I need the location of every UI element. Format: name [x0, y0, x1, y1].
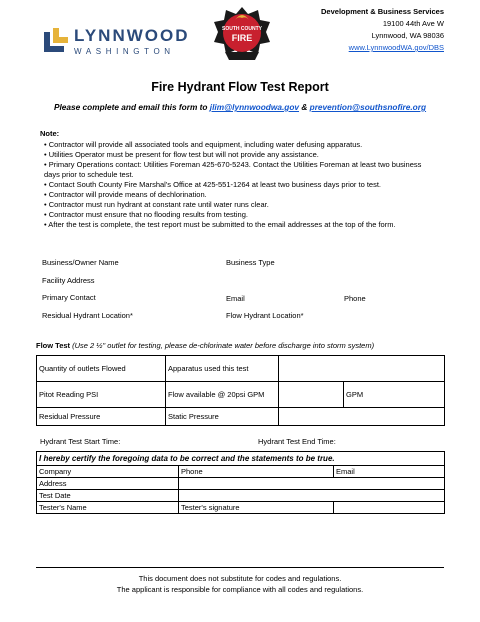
instruction-amp: &	[299, 102, 310, 112]
residual-hydrant-field[interactable]: Residual Hydrant Location*	[42, 311, 133, 320]
department-url-link[interactable]: www.LynnwoodWA.gov/DBS	[348, 43, 444, 52]
lynnwood-mark-icon	[44, 28, 68, 52]
company-cell[interactable]: Company	[37, 466, 179, 478]
note-item: • Contractor will provide means of dechlorination.	[44, 190, 207, 199]
apparatus-cell[interactable]: Apparatus used this test	[166, 356, 279, 382]
instruction-prefix: Please complete and email this form to	[53, 102, 210, 112]
address-value-cell[interactable]	[179, 478, 445, 490]
business-owner-field[interactable]: Business/Owner Name	[42, 258, 119, 267]
footer-line-2: The applicant is responsible for compliance with all codes and regulations.	[116, 585, 364, 594]
note-item: • Contractor will provide all associated tools and equipment, including water defusing apparatus.	[44, 140, 363, 149]
test-start-time-field[interactable]: Hydrant Test Start Time:	[40, 437, 121, 446]
footer-divider	[36, 567, 444, 568]
department-address: 19100 44th Ave W	[382, 19, 444, 28]
flow-test-heading: Flow Test	[36, 341, 71, 350]
department-info	[321, 6, 444, 54]
certification-statement: I hereby certify the foregoing data to be correct and the statements to be true.	[37, 452, 445, 466]
lynnwood-logo	[44, 26, 190, 58]
address-cell[interactable]: Address	[37, 478, 179, 490]
notes-heading: Note:	[40, 129, 60, 138]
test-end-time-field[interactable]: Hydrant Test End Time:	[258, 437, 336, 446]
note-item: • Contractor must run hydrant at constant rate until water runs clear.	[44, 200, 269, 209]
footer	[0, 573, 480, 595]
pitot-reading-cell[interactable]: Pitot Reading PSI	[37, 382, 166, 408]
note-item: • Contractor must ensure that no flooding results from testing.	[44, 210, 248, 219]
department-city: Lynnwood, WA 98036	[371, 31, 444, 40]
footer-line-1: This document does not substitute for codes and regulations.	[138, 574, 342, 583]
certification-table	[36, 451, 445, 514]
static-pressure-cell[interactable]: Static Pressure	[166, 408, 279, 426]
notes-list	[44, 140, 434, 230]
logo-wordmark: LYNNWOOD	[74, 26, 190, 45]
primary-contact-field[interactable]: Primary Contact	[42, 293, 96, 302]
flow-test-heading-line	[36, 341, 374, 350]
flow-test-note: (Use 2 ½" outlet for testing, please de-chlorinate water before discharge into storm system)	[70, 341, 375, 350]
facility-address-field[interactable]: Facility Address	[42, 276, 95, 285]
cert-phone-cell[interactable]: Phone	[179, 466, 334, 478]
note-item: • Contact South County Fire Marshal's Office at 425-551-1264 at least two business days prior to test.	[44, 180, 382, 189]
badge-main-text: FIRE	[231, 33, 253, 43]
test-date-cell[interactable]: Test Date	[37, 490, 179, 502]
email-link-city[interactable]: jlim@lynnwoodwa.gov	[209, 102, 300, 112]
static-pressure-value-cell[interactable]	[279, 408, 445, 426]
note-item: • After the test is complete, the test report must be submitted to the email addresses at the top of the form.	[44, 220, 396, 229]
flow-hydrant-field[interactable]: Flow Hydrant Location*	[226, 311, 304, 320]
cert-email-cell[interactable]: Email	[334, 466, 445, 478]
residual-pressure-cell[interactable]: Residual Pressure	[37, 408, 166, 426]
email-field[interactable]: Email	[226, 294, 245, 303]
apparatus-value-cell[interactable]	[279, 356, 445, 382]
flow-test-table	[36, 355, 445, 426]
phone-field[interactable]: Phone	[344, 294, 366, 303]
signature-value-cell[interactable]	[334, 502, 445, 514]
south-county-fire-badge-icon	[213, 6, 271, 68]
flow-available-cell[interactable]: Flow available @ 20psi GPM	[166, 382, 279, 408]
flow-available-value-cell[interactable]	[279, 382, 344, 408]
testers-signature-cell[interactable]: Tester's signature	[179, 502, 334, 514]
badge-top-text: SOUTH COUNTY	[222, 26, 262, 32]
note-item: • Utilities Operator must be present for flow test but will not provide any assistance.	[44, 150, 319, 159]
page-title: Fire Hydrant Flow Test Report	[151, 80, 329, 94]
business-type-field[interactable]: Business Type	[226, 258, 275, 267]
testers-name-cell[interactable]: Tester's Name	[37, 502, 179, 514]
test-date-value-cell[interactable]	[179, 490, 445, 502]
instruction-line	[0, 102, 480, 112]
logo-subtitle: WASHINGTON	[74, 47, 175, 56]
gpm-cell[interactable]: GPM	[344, 382, 445, 408]
email-link-fire[interactable]: prevention@southsnofire.org	[309, 102, 427, 112]
note-item: • Primary Operations contact: Utilities Foreman 425-670-5243. Contact the Utilities Foreman at least two business days prior to schedule test.	[44, 160, 422, 179]
quantity-outlets-cell[interactable]: Quantity of outlets Flowed	[37, 356, 166, 382]
department-name: Development & Business Services	[321, 7, 444, 16]
